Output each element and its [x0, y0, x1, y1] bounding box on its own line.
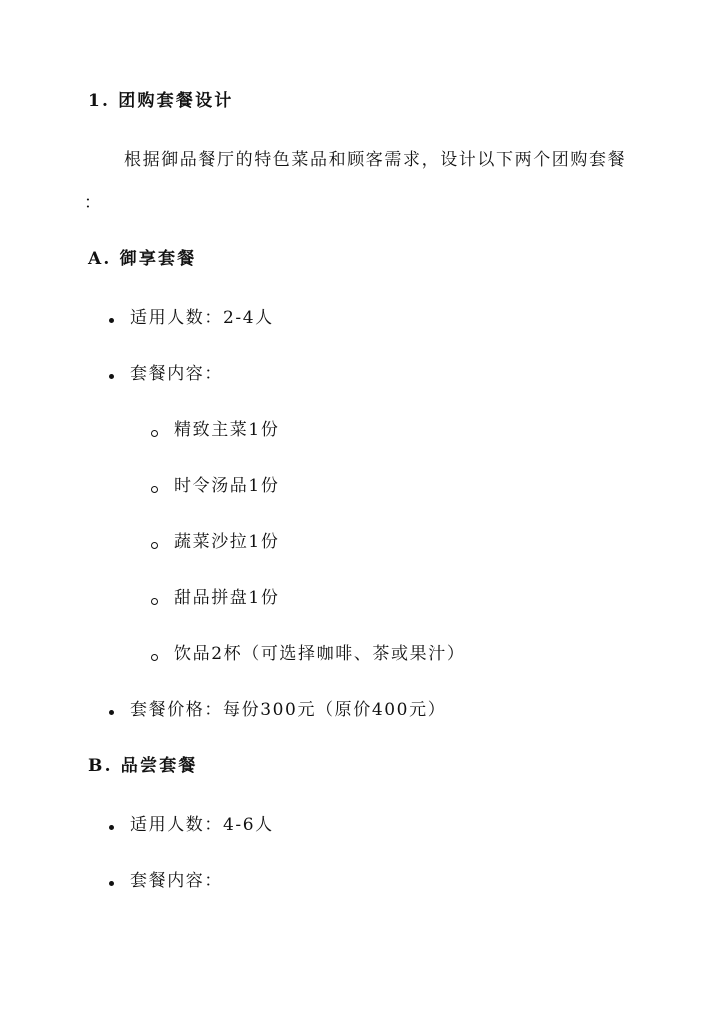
bullet-circle-icon: [151, 654, 158, 661]
section-heading: 1. 团购套餐设计: [88, 91, 234, 111]
bullet-dot-icon: [109, 710, 114, 715]
bullet-circle-icon: [151, 598, 158, 605]
intro-text-line-2: ：: [84, 193, 103, 213]
package-a-people: 适用人数：2-4人: [130, 308, 274, 328]
bullet-circle-icon: [151, 430, 158, 437]
package-a-heading: A. 御享套餐: [88, 249, 197, 269]
package-b-people: 适用人数：4-6人: [130, 815, 274, 835]
package-a-content-item: 蔬菜沙拉1份: [174, 532, 280, 552]
package-b-contents-label: 套餐内容：: [130, 871, 223, 891]
package-a-content-item: 甜品拼盘1份: [174, 588, 280, 608]
bullet-dot-icon: [109, 374, 114, 379]
bullet-dot-icon: [109, 881, 114, 886]
package-a-content-item: 精致主菜1份: [174, 420, 280, 440]
package-a-contents-label: 套餐内容：: [130, 364, 223, 384]
package-a-content-item: 饮品2杯（可选择咖啡、茶或果汁）: [174, 644, 466, 664]
bullet-circle-icon: [151, 486, 158, 493]
bullet-dot-icon: [109, 825, 114, 830]
intro-text-line-1: 根据御品餐厅的特色菜品和顾客需求，设计以下两个团购套餐: [124, 150, 627, 170]
package-b-heading: B. 品尝套餐: [88, 756, 198, 776]
package-a-content-item: 时令汤品1份: [174, 476, 280, 496]
package-a-price: 套餐价格：每份300元（原价400元）: [130, 700, 447, 720]
bullet-circle-icon: [151, 542, 158, 549]
bullet-dot-icon: [109, 318, 114, 323]
